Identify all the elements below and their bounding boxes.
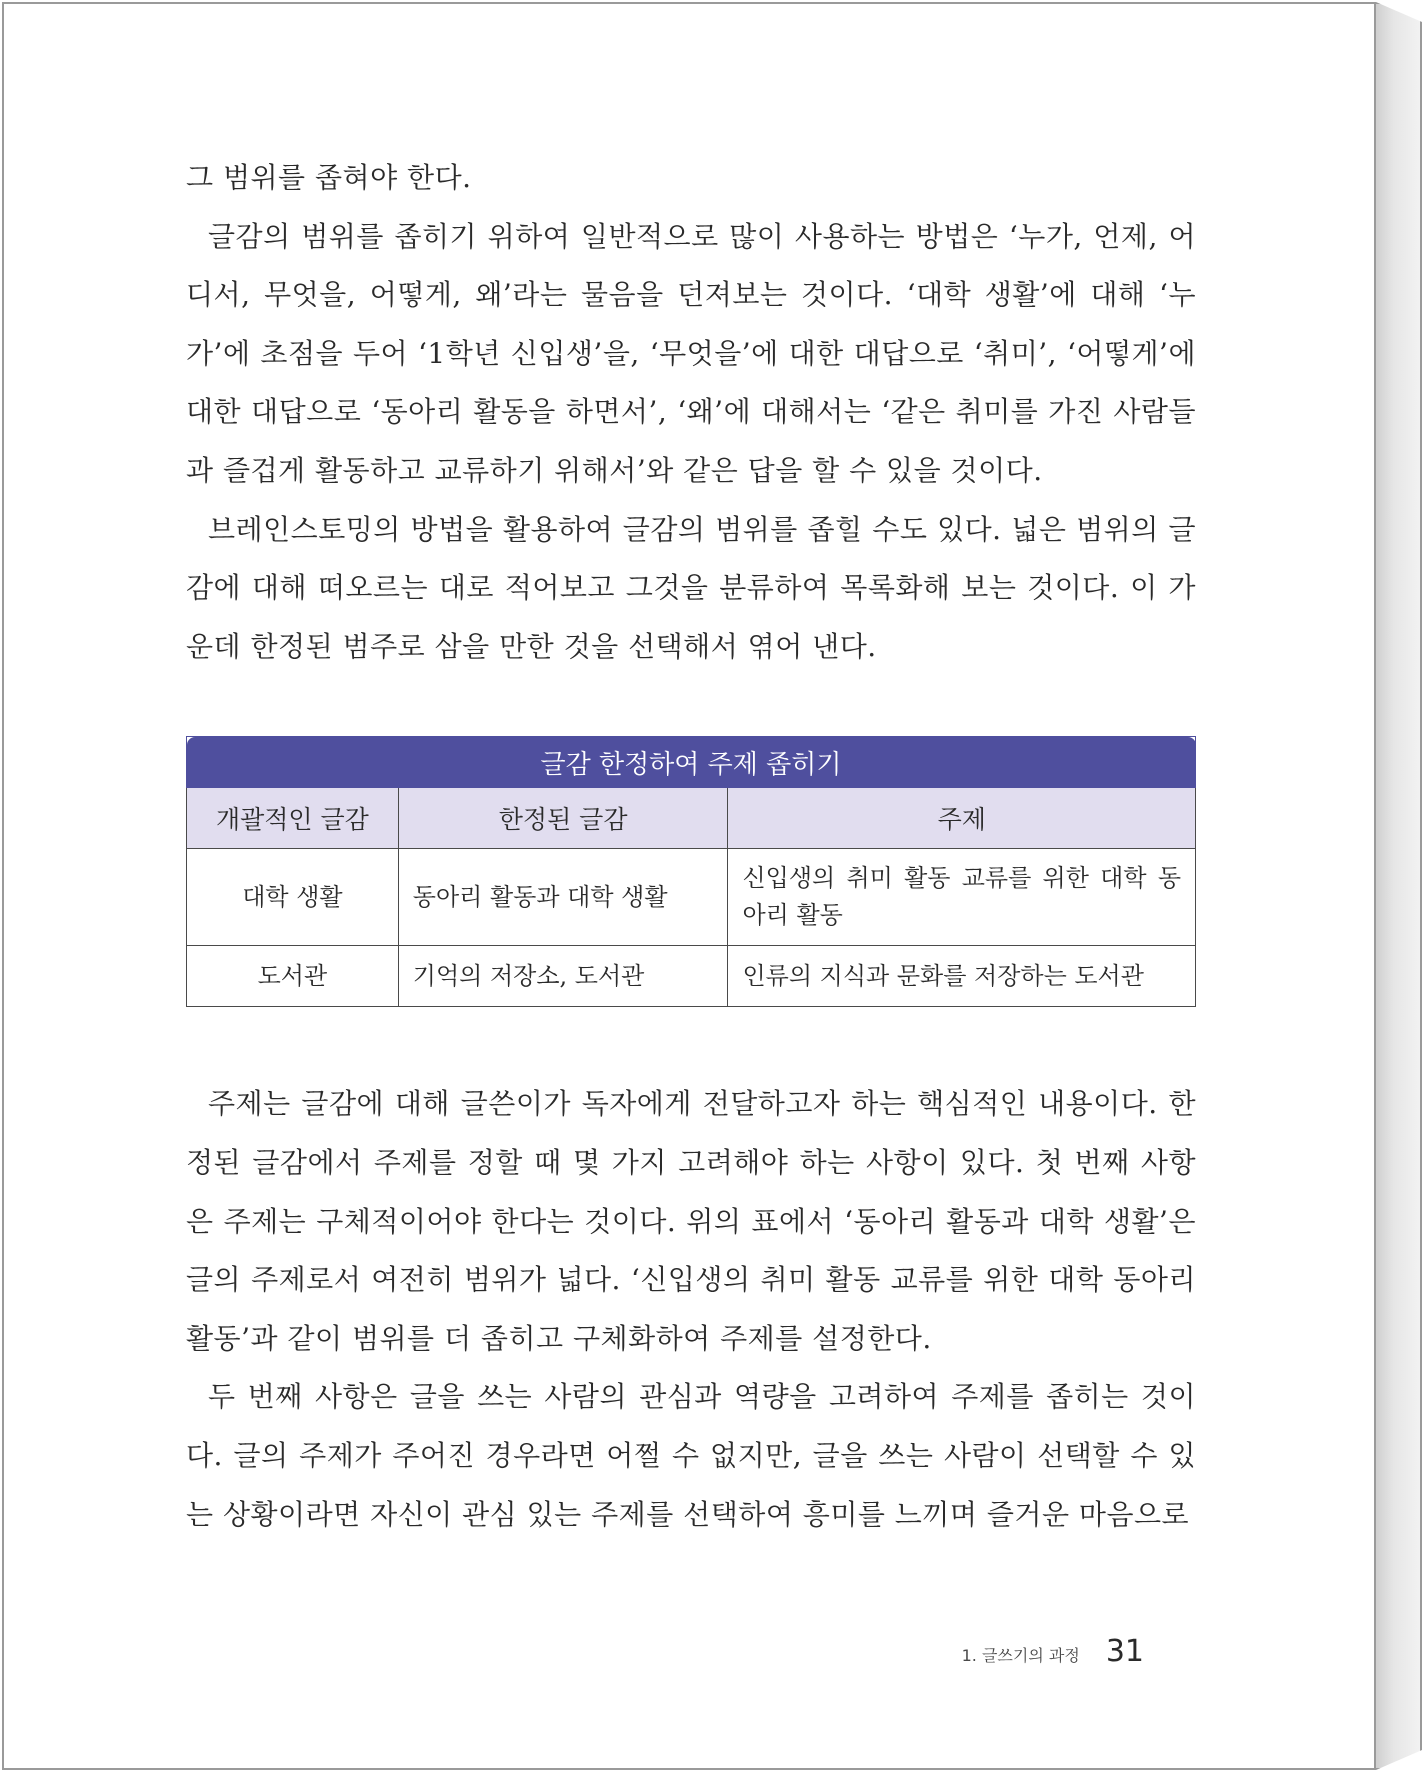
table-row: [187, 946, 1196, 1007]
table-cell: 대학 생활: [187, 849, 399, 946]
paragraph: 글감의 범위를 좁히기 위하여 일반적으로 많이 사용하는 방법은 ‘누가, 언제, 어디서, 무엇을, 어떻게, 왜’라는 물음을 던져보는 것이다. ‘대학 생활’에 대해 ‘누가’에 초점을 두어 ‘1학년 신입생’을, ‘무엇을’에 대한 대답으로 ‘취미’, ‘어떻게’에 대한 대답으로 ‘동아리 활동을 하면서’, ‘왜’에 대해서는 ‘같은 취미를 가진 사람들과 즐겁게 활동하고 교류하기 위해서’와 같은 답을 할 수 있을 것이다.: [186, 219, 1196, 487]
chapter-title: 1. 글쓰기의 과정: [961, 1646, 1080, 1665]
table-cell: 기억의 저장소, 도서관: [398, 946, 728, 1007]
paragraph: 주제는 글감에 대해 글쓴이가 독자에게 전달하고자 하는 핵심적인 내용이다. 한정된 글감에서 주제를 정할 때 몇 가지 고려해야 하는 사항이 있다. 첫 번째 사항은 주제는 구체적이어야 한다는 것이다. 위의 표에서 ‘동아리 활동과 대학 생활’은 글의 주제로서 여전히 범위가 넓다. ‘신입생의 취미 활동 교류를 위한 대학 동아리 활동’과 같이 범위를 더 좁히고 구체화하여 주제를 설정한다.: [186, 1087, 1196, 1355]
table-header: 주제: [728, 788, 1196, 849]
table-cell: 신입생의 취미 활동 교류를 위한 대학 동아리 활동: [728, 849, 1196, 946]
page-stack-edge: [1376, 2, 1422, 1770]
table-row: [187, 849, 1196, 946]
paragraph: 그 범위를 좁혀야 한다.: [186, 161, 472, 194]
table-title: 글감 한정하여 주제 좁히기: [187, 737, 1196, 788]
topic-narrowing-table: [186, 736, 1196, 1007]
page-content: [186, 149, 1196, 1544]
table-header: 한정된 글감: [398, 788, 728, 849]
table-cell: 도서관: [187, 946, 399, 1007]
table-cell: 동아리 활동과 대학 생활: [398, 849, 728, 946]
table-cell: 인류의 지식과 문화를 저장하는 도서관: [728, 946, 1196, 1007]
table-header: 개괄적인 글감: [187, 788, 399, 849]
paragraph: 두 번째 사항은 글을 쓰는 사람의 관심과 역량을 고려하여 주제를 좁히는 것이다. 글의 주제가 주어진 경우라면 어쩔 수 없지만, 글을 쓰는 사람이 선택할 수 있는 상황이라면 자신이 관심 있는 주제를 선택하여 흥미를 느끼며 즐거운 마음으로: [186, 1380, 1196, 1531]
page-number: 31: [1105, 1634, 1144, 1669]
page-footer: [962, 1634, 1144, 1669]
book-page: [2, 2, 1376, 1770]
paragraph: 브레인스토밍의 방법을 활용하여 글감의 범위를 좁힐 수도 있다. 넓은 범위의 글감에 대해 떠오르는 대로 적어보고 그것을 분류하여 목록화해 보는 것이다. 이 가운데 한정된 범주로 삼을 만한 것을 선택해서 엮어 낸다.: [186, 512, 1196, 663]
